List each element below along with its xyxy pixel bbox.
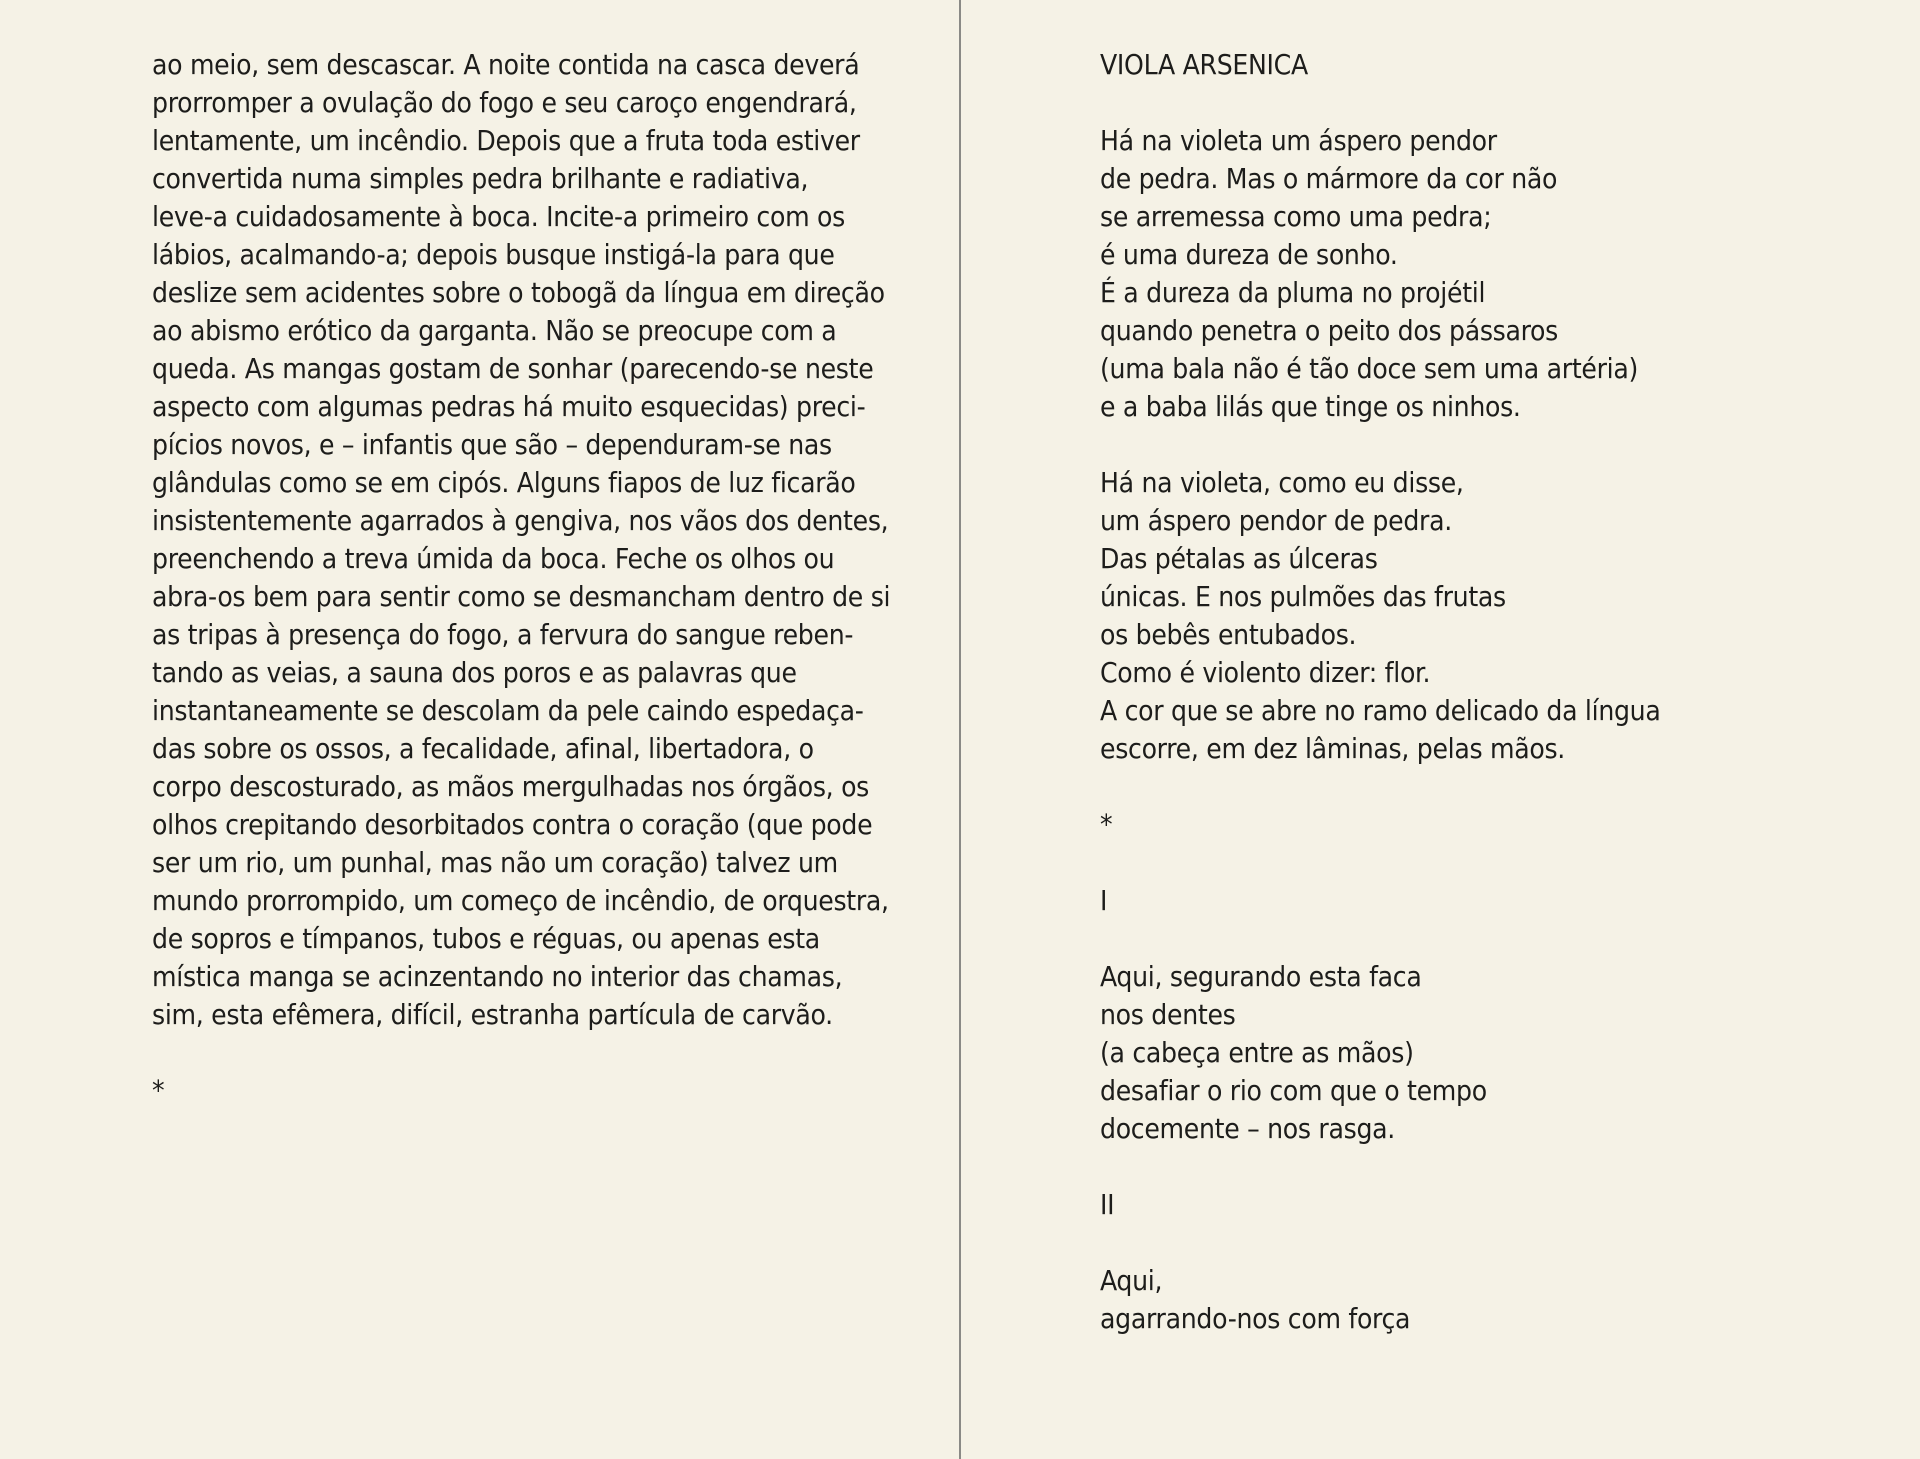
prose-line: sim, esta efêmera, difícil, estranha partícula de carvão. (152, 998, 833, 1031)
page-gutter (959, 0, 961, 1459)
prose-line: olhos crepitando desorbitados contra o coração (que pode (152, 808, 873, 841)
prose-block (152, 46, 892, 1034)
verse-line: de pedra. Mas o mármore da cor não (1100, 162, 1558, 195)
prose-line: pícios novos, e – infantis que são – dependuram-se nas (152, 428, 832, 461)
verse-line: agarrando-nos com força (1100, 1302, 1411, 1335)
verse-line: (uma bala não é tão doce sem uma artéria) (1100, 352, 1639, 385)
prose-line: abra-os bem para sentir como se desmancham dentro de si (152, 580, 891, 613)
section-separator: * (152, 1074, 165, 1107)
verse-line: Há na violeta, como eu disse, (1100, 466, 1464, 499)
verse-line: Há na violeta um áspero pendor (1100, 124, 1497, 157)
prose-line: leve-a cuidadosamente à boca. Incite-a primeiro com os (152, 200, 845, 233)
blank-line (1100, 84, 1820, 122)
stanza-1 (1100, 122, 1820, 426)
prose-line: as tripas à presença do fogo, a fervura do sangue reben- (152, 618, 854, 651)
blank-line (1100, 844, 1820, 882)
prose-line: tando as veias, a sauna dos poros e as palavras que (152, 656, 797, 689)
verse-line: um áspero pendor de pedra. (1100, 504, 1452, 537)
section-1-verses (1100, 958, 1820, 1148)
verse-line: (a cabeça entre as mãos) (1100, 1036, 1414, 1069)
section-2-verses (1100, 1262, 1820, 1338)
blank-line (1100, 426, 1820, 464)
left-page (152, 46, 892, 1110)
prose-line: instantaneamente se descolam da pele caindo espedaça- (152, 694, 864, 727)
section-separator: * (1100, 808, 1113, 841)
section-numeral-1: I (1100, 884, 1108, 917)
prose-line: de sopros e tímpanos, tubos e réguas, ou apenas esta (152, 922, 820, 955)
section-numeral-2: II (1100, 1188, 1115, 1221)
prose-line: mística manga se acinzentando no interior das chamas, (152, 960, 843, 993)
verse-line: escorre, em dez lâminas, pelas mãos. (1100, 732, 1566, 765)
prose-line: das sobre os ossos, a fecalidade, afinal, libertadora, o (152, 732, 814, 765)
prose-line: insistentemente agarrados à gengiva, nos vãos dos dentes, (152, 504, 889, 537)
blank-line (1100, 1148, 1820, 1186)
verse-line: se arremessa como uma pedra; (1100, 200, 1492, 233)
verse-line: desafiar o rio com que o tempo (1100, 1074, 1487, 1107)
prose-line: convertida numa simples pedra brilhante e radiativa, (152, 162, 809, 195)
verse-line: Das pétalas as úlceras (1100, 542, 1378, 575)
verse-line: os bebês entubados. (1100, 618, 1357, 651)
prose-line: prorromper a ovulação do fogo e seu caroço engendrará, (152, 86, 857, 119)
prose-line: queda. As mangas gostam de sonhar (parecendo-se neste (152, 352, 874, 385)
verse-line: docemente – nos rasga. (1100, 1112, 1395, 1145)
blank-line (152, 1034, 892, 1072)
blank-line (1100, 768, 1820, 806)
stanza-2 (1100, 464, 1820, 768)
prose-line: lentamente, um incêndio. Depois que a fruta toda estiver (152, 124, 860, 157)
verse-line: quando penetra o peito dos pássaros (1100, 314, 1558, 347)
verse-line: únicas. E nos pulmões das frutas (1100, 580, 1506, 613)
prose-line: lábios, acalmando-a; depois busque instigá-la para que (152, 238, 835, 271)
blank-line (1100, 920, 1820, 958)
prose-line: ao abismo erótico da garganta. Não se preocupe com a (152, 314, 837, 347)
prose-line: aspecto com algumas pedras há muito esquecidas) preci- (152, 390, 866, 423)
verse-line: É a dureza da pluma no projétil (1100, 276, 1486, 309)
prose-line: glândulas como se em cipós. Alguns fiapos de luz ficarão (152, 466, 856, 499)
prose-line: ser um rio, um punhal, mas não um coração) talvez um (152, 846, 838, 879)
verse-line: Como é violento dizer: flor. (1100, 656, 1431, 689)
poem-title: VIOLA ARSENICA (1100, 48, 1308, 81)
verse-line: é uma dureza de sonho. (1100, 238, 1398, 271)
prose-line: corpo descosturado, as mãos mergulhadas nos órgãos, os (152, 770, 869, 803)
prose-line: mundo prorrompido, um começo de incêndio, de orquestra, (152, 884, 889, 917)
prose-line: preenchendo a treva úmida da boca. Feche os olhos ou (152, 542, 835, 575)
blank-line (1100, 1224, 1820, 1262)
verse-line: Aqui, segurando esta faca (1100, 960, 1422, 993)
verse-line: e a baba lilás que tinge os ninhos. (1100, 390, 1521, 423)
verse-line: A cor que se abre no ramo delicado da língua (1100, 694, 1661, 727)
verse-line: Aqui, (1100, 1264, 1163, 1297)
right-page (1100, 46, 1820, 1338)
prose-line: deslize sem acidentes sobre o tobogã da língua em direção (152, 276, 885, 309)
verse-line: nos dentes (1100, 998, 1236, 1031)
prose-line: ao meio, sem descascar. A noite contida na casca deverá (152, 48, 860, 81)
